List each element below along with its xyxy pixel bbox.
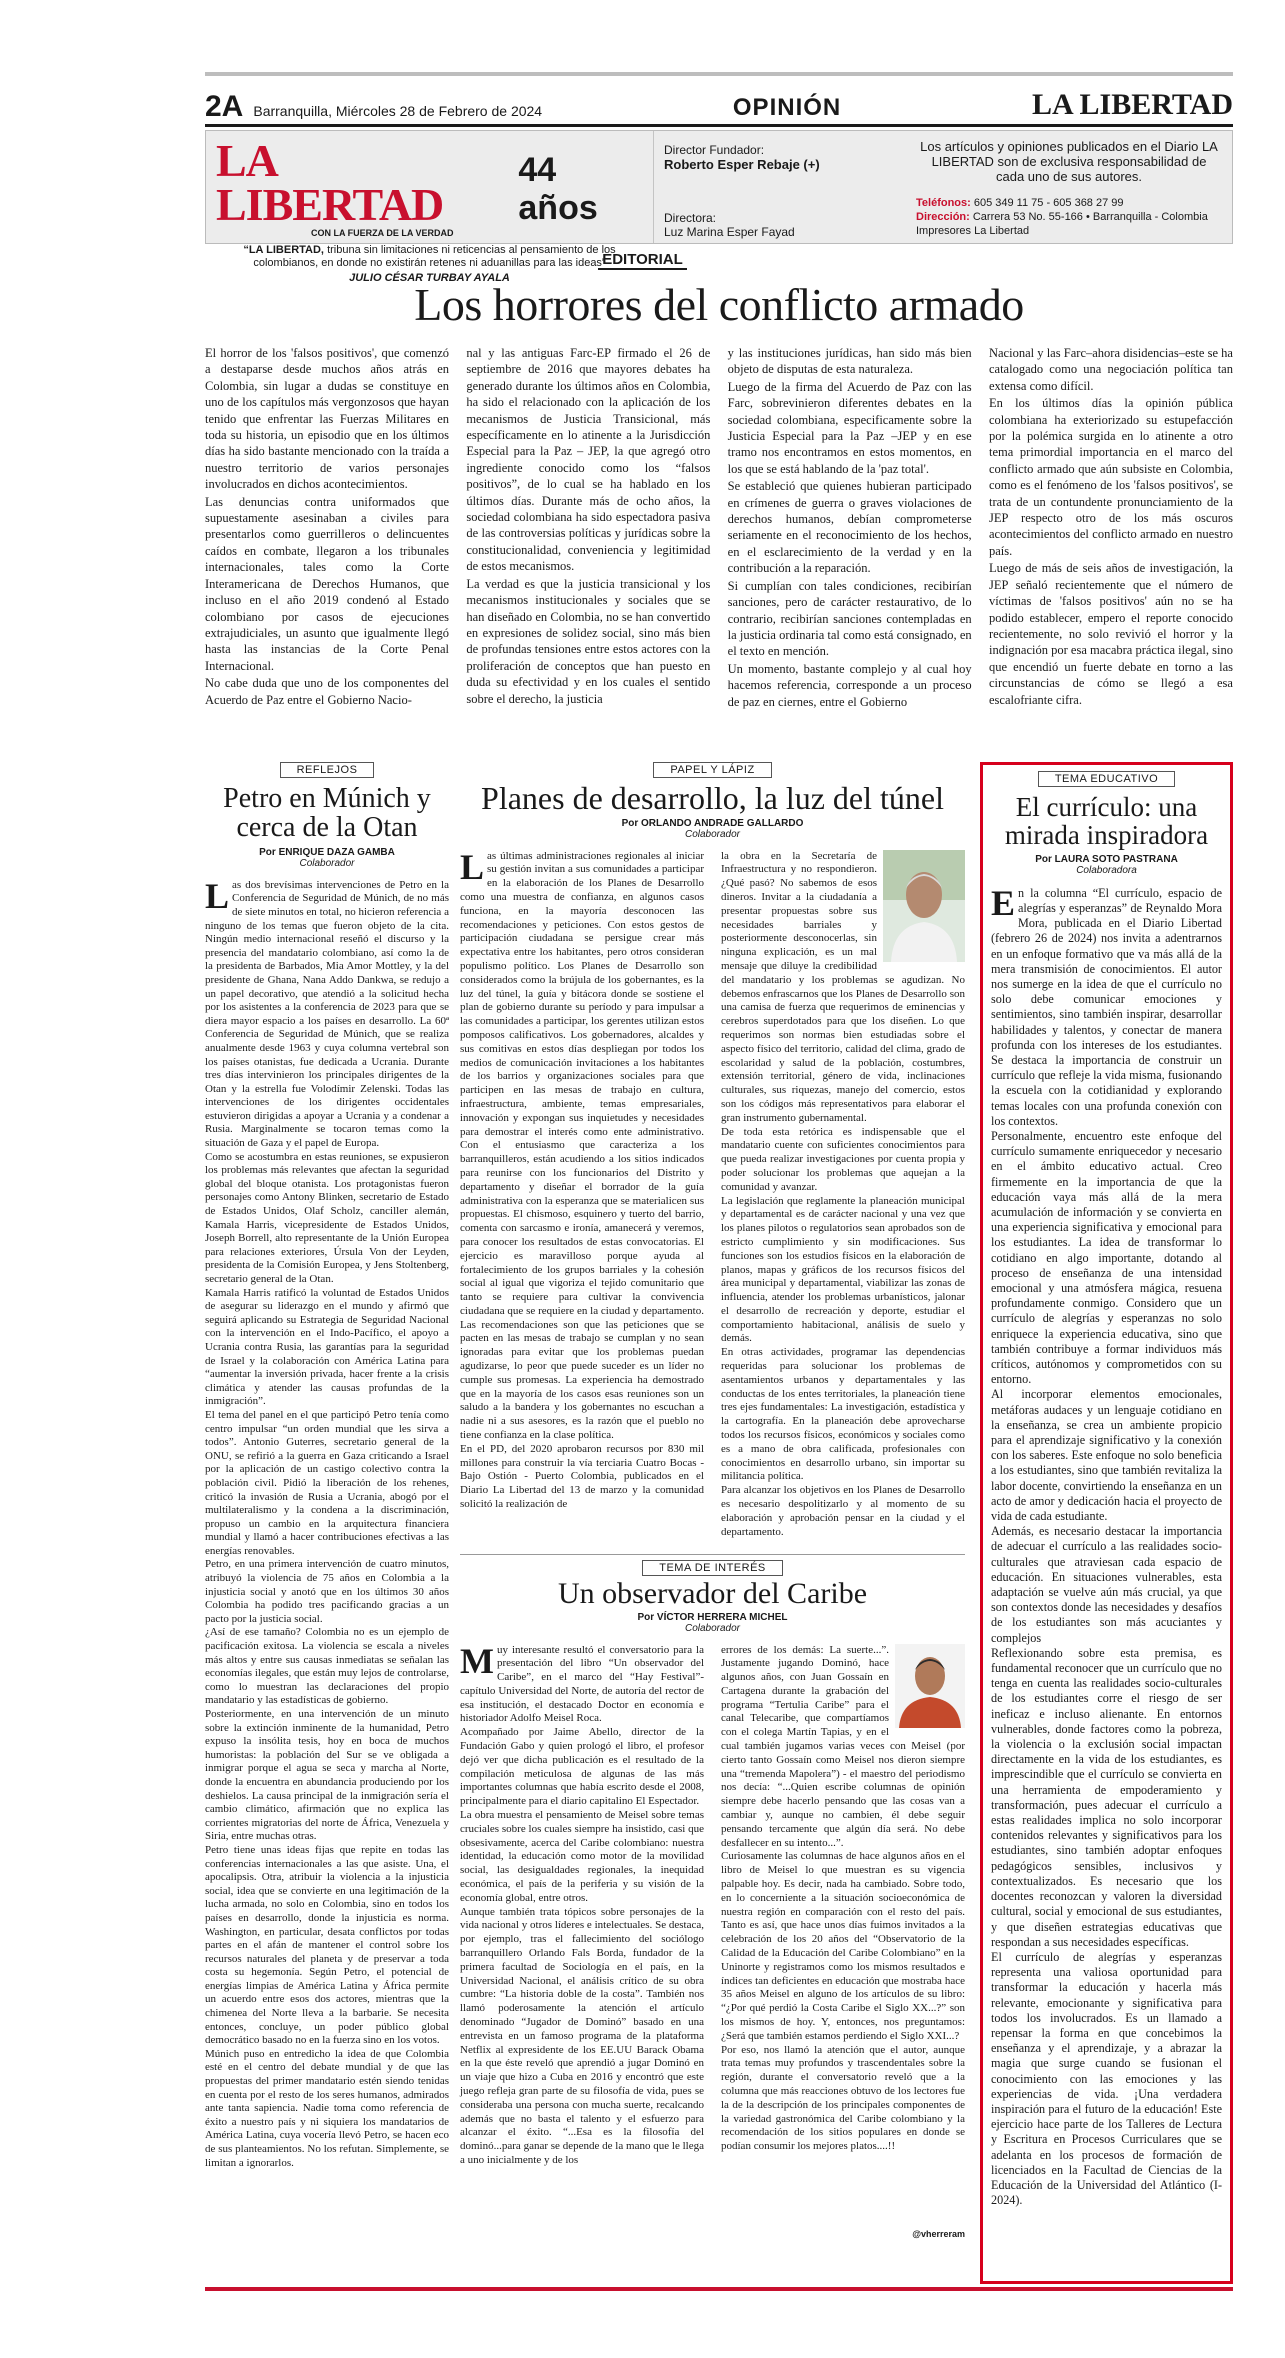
address-line — [916, 210, 1222, 224]
educativo-role: Colaboradora — [1076, 864, 1137, 876]
footer-rule — [205, 2287, 1233, 2291]
educativo-paragraph: Reflexionando sobre esta premisa, es fundamental reconocer que un currículo que no tenga en cuenta las realidades socio-culturales de los estudiantes corre el riesgo de ser ineficaz e incluso alienante. En entornos vulnerables, donde factores como la pobreza, la violencia o la exclusión social impactan directamente en la vida de los estudiantes, es imprescindible que el currículo se convierta en una herramienta de empoderamiento y transformación, pues adecuar el currículo a estas realidades implica no solo incorporar contenidos relevantes y significativos para los estudiantes, sino también adoptar enfoques pedagógicos sensibles, inclusivos y contextualizados. Es necesario que los docentes reconozcan y valoren la diversidad cultural, social y emocional de sus estudiantes, y que diseñen estrategias educativas que respondan a sus necesidades específicas. — [991, 1645, 1222, 1949]
founder-name: Roberto Esper Rebaje (+) — [664, 157, 820, 172]
interes-paragraph: Acompañado por Jaime Abello, director de la Fundación Gabo y quien prologó el libro, el profesor dejó ver que dicha publicación es el resultado de la compilación meticulosa de algunas de las más importantes columnas que había escrito desde el 2008, principalmente para el diario capitalino El Espectador. — [460, 1726, 704, 1808]
address-label: Dirección: — [916, 211, 970, 223]
address: Carrera 53 No. 55-166 • Barranquilla - Colombia — [972, 211, 1208, 223]
section-divider — [460, 1554, 965, 1555]
interes-paragraph: Por eso, nos llamó la atención que el autor, aunque trata temas muy profundos y trascendentales sobre la región, durante el conversatorio reveló que a la columna que más reacciones obtuvo de los lectores fue la de la descripción de los principales componentes de la variedad gastronómica del Caribe colombiano y la recomendación de los sitios populares en donde se podían consumir los mejores platos....!! — [721, 2043, 965, 2153]
printer: Impresores La Libertad — [916, 225, 1030, 237]
editorial-paragraph: La verdad es que la justicia transicional y los mecanismos institucionales y sociales que se han diseñado en Colombia, no se han convertido en expresiones de solidez social, sino más bien de profundas tensiones entre estos actores con la proliferación de conceptos que han puesto en duda su efectividad y en los cuales el sentido sobre el derecho, la justicia — [466, 576, 711, 706]
newspaper-name: LA LIBERTAD — [1032, 88, 1233, 121]
reflejos-paragraph: Petro, en una primera intervención de cuatro minutos, atribuyó la violencia de 75 años en Colombia a la injusticia social y anotó que en los últimos 30 años Colombia ha podido tres pacificando gracias a un pacto por la justicia social. — [205, 1558, 449, 1625]
papel-label-text: PAPEL Y LÁPIZ — [653, 762, 771, 778]
interes-paragraph: Muy interesante resultó el conversatorio para la presentación del libro “Un observador del Caribe”, en el marco del “Hay Festival”- capítulo Universidad del Norte, de autoría del rector de esa institución, el destacado Doctor en economía e historiador Adolfo Meisel Roca. — [460, 1640, 704, 1725]
editorial-paragraph: Si cumplían con tales condiciones, recibirían sanciones, pero de carácter restaurativo, de lo contrario, recibirían sanciones contempladas en la justicia ordinaria tal como está consignado, en el texto en mención. — [727, 578, 972, 659]
editorial-paragraph: y las instituciones jurídicas, han sido más bien objeto de disputas de esta naturaleza. — [727, 346, 972, 377]
educativo-body — [991, 882, 1222, 2271]
educativo-paragraph: En la columna “El currículo, espacio de alegrías y esperanzas” de Reynaldo Mora Mora, publicada en el Diario Libertad (febrero 26 de 2024) nos invita a adentrarnos en un enfoque formativo que va más allá de la mera transmisión de conocimientos. El autor nos sumerge en la idea de que el currículo no solo debe comunicar emociones y sentimientos, sino también inspirar, desarrollar habilidades y talentos, y conectar de manera profunda con los intereses de los estudiantes. Se destaca la importancia de construir un currículo que refleje la vida misma, fusionando la escuela con la cotidianidad y explorando temas locales con una profunda conexión con los contextos. — [991, 882, 1222, 1128]
papel-paragraph: La legislación que reglamente la planeación municipal y departamental es de carácter nacional y una vez que los planes pilotos o regulatorios sean aprobados son de estricto cumplimiento y sin modificaciones. Sus funciones son los estudios físicos en la elaboración de planos, mapas y gráficos de los recursos físicos del área municipal y departamental, viabilizar las zonas de influencia, atender los problemas urbanísticos, jalonar el desarrollo de recreación y deporte, estudiar el comportamiento habitacional, análisis de suelo y demás. — [721, 1194, 965, 1345]
reflejos-paragraph: Las dos brevísimas intervenciones de Petro en la Conferencia de Seguridad de Múnich, de no más de siete minutos en total, no hicieron referencia a ninguno de los temas que fueron objeto de la cita. Ningún medio internacional reseñó el discurso y la presencia del mandatario colombiano, así como la de la presidenta de Barbados, Mia Amor Mottley, y la del presidente de Ghana, Nana Addo Dankwa, se redujo a un papel decorativo, que atendió a la solicitud hecha por los asistentes a la conferencia de 2023 para que se diera mayor espacio a los países en desarrollo. La 60ª Conferencia de Seguridad de Múnich, que se realiza anualmente desde 1963 y cuya columna vertebral son los países otanistas, fue dedicada a Ucrania. Durante tres días intervinieron los principales dirigentes de la Otan y la estrella fue Volodímir Zelenski. Todas las intervenciones de los dirigentes occidentales estuvieron dirigidas a apoyar a Ucrania y a condenar a Rusia. Marginalmente se tocaron temas como la situación de Gaza y el papel de Europa. — [205, 875, 449, 1150]
editorial-paragraph: Nacional y las Farc–ahora disidencias–este se ha catalogado como una negociación política tan extensa como difícil. — [988, 346, 1233, 393]
interes-article — [460, 1556, 965, 2284]
editorial-column-1 — [205, 345, 449, 760]
papel-column-2 — [721, 849, 965, 1538]
quote-author: JULIO CÉSAR TURBAY AYALA — [349, 272, 510, 284]
phones: 605 349 11 75 - 605 368 27 99 — [973, 197, 1124, 209]
papel-label — [460, 762, 965, 778]
interes-role: Colaborador — [684, 1622, 741, 1634]
interes-paragraph: Curiosamente las columnas de hace algunos años en el libro de Meisel lo que muestran es su vigencia palpable hoy. Es decir, nada ha cambiado. Sobre todo, en lo concerniente a la situación socioeconómica de nuestra región en comparación con el resto del país. Tanto es así, que hace unos días fuimos invitados a la celebración de los 20 años del “Observatorio de la Calidad de la Educación del Caribe Colombiano” en la Uninorte y registramos como los mismos resultados e índices tan deficientes en educación que mostraba hace 35 años Meisel en alguno de los artículos de su libro: “¿Por qué perdió la Costa Caribe el Siglo XX...?” son los mismos de hoy. Y, entonces, nos preguntamos: ¿Será que también estamos perdiendo el Siglo XXI...? — [721, 1850, 965, 2042]
educativo-title: El currículo: una mirada inspiradora — [1004, 792, 1209, 851]
reflejos-role: Colaborador — [299, 857, 355, 869]
author-signature: @vherreram — [912, 2228, 965, 2239]
educativo-byline: Por LAURA SOTO PASTRANA — [1035, 853, 1178, 865]
papel-paragraph: De toda esta retórica es indispensable que el mandatario cuente con suficientes conocimientos para que pueda realizar investigaciones por cuenta propia y poder solucionar los problemas que aquejan a la comunidad y avanzar. — [721, 1125, 965, 1193]
header-rule — [205, 124, 1233, 127]
interes-columns — [460, 1640, 965, 2229]
papel-article — [460, 762, 965, 1547]
editorial-label — [0, 251, 1285, 269]
papel-paragraph: Las últimas administraciones regionales al iniciar su gestión invitan a sus comunidades a participar en la elaboración de los Planes de Desarrollo como una muestra de confianza, en algunos casos funciona, en la mayoría desconocen las recomendaciones y peticiones. Con estos gestos de participación ciudadana se persigue crear más expectativa entre los habitantes, pero otros consideran populismo político. Los Planes de Desarrollo son considerados como la brújula de los gobernantes, es la luz del túnel, la guía y bitácora donde se sostiene el plan de gobierno durante su período y para impulsar a las comunidades a participar, los gerentes utilizan estos pomposos calificativos. Los gobernadores, alcaldes y sus comitivas en estos días despliegan por todos los medios de comunicación invitaciones a los habitantes de los barrios y organizaciones sociales para que participen en las mesas de trabajo en cultura, infraestructura, ambiente, temas empresariales, innovación y expongan sus inquietudes y necesidades para demostrar el interés como ente administrativo. Con el entusiasmo que caracteriza a los barranquilleros, están acudiendo a los sitios indicados para reunirse con los funcionarios del Distrito y departamento y diseñar el borrador de la guía administrativa con la esperanza que se materialicen sus propuestas. El chismoso, esquinero y tuerto del barrio, comenta con sarcasmo e ironía, amanecerá y veremos, para conocer los resultados de estas convocatorias. El ejercicio es maravilloso porque ayuda al fortalecimiento de los grupos barriales y la cohesión social al igual que vigoriza el tejido comunitario que tanto se requiere para cultivar la convivencia ciudadana que se requiere en la ciudad y departamento. Las recomendaciones son que las peticiones que se pacten en las mesas de trabajo se cumplan y no sean ignoradas para evitar que los problemas puedan agudizarse, lo peor que puede suceder es un líder no cumple sus promesas. La experiencia ha demostrado que en la mayoría de los casos esas reuniones son un saludo a la bandera y los gobernantes no escuchan a nadie ni a sus asesores, es la razón que el pueblo no tiene confianza en la clase política. — [460, 846, 704, 1442]
editorial-paragraph: Luego de más de seis años de investigación, la JEP señaló recientemente que el número de víctimas de 'falsos positivos' aún no se ha podido establecer, empero el reporte conocido recientemente, no solo revivió el horror y la indignación por esa macabra práctica ilegal, sino que encendió un fuerte debate en torno a las circunstancias de cómo se llegó a esa escalofriante cifra. — [988, 561, 1233, 707]
editorial-paragraph: Las denuncias contra uniformados que supuestamente asesinaban a civiles para presentarlos como guerrilleros o delincuentes caídos en combate, llegaron a los tribunales internacionales, tales como la Corte Interamericana de Derechos Humanos, que incluso en el año 2019 condenó al Estado colombiano por casos de ejecuciones extrajudiciales, un asunto que igualmente llegó hasta las instancias de la Corte Penal Internacional. — [205, 494, 449, 673]
page-date: Barranquilla, Miércoles 28 de Febrero de 2024 — [253, 103, 543, 119]
reflejos-title: Petro en Múnich y cerca de la Otan — [223, 783, 431, 844]
director-label: Directora: — [664, 211, 717, 225]
quote-lead: “LA LIBERTAD, — [243, 244, 324, 256]
top-rule — [205, 72, 1233, 76]
educativo-label — [991, 771, 1222, 787]
reflejos-paragraph: Petro tiene unas ideas fijas que repite en todas las conferencias internacionales a las que asiste. Una, el apocalipsis. Otra, atribuir la violencia a la injusticia social, idea que se convierte en una legitimación de la lucha armada, no solo en Colombia, sino en todos los países en desarrollo, donde la injusticia es norma. Washington, en particular, desata conflictos por todas partes en el afán de mantener el control sobre los recursos naturales del planeta y de preservar a toda costa su hegemonía. Según Petro, el potencial de energías limpias de América Latina y África permite un acuerdo entre esos dos actores, mientras que la chimenea del Norte lleva a la barbarie. Se necesita entonces, concluye, un poder público global democrático basado no en la fuerza sino en los votos. — [205, 1843, 449, 2047]
editorial-paragraph: Se estableció que quienes hubieran participado en crímenes de guerra o graves violaciones de derechos humanos, debían comprometerse seriamente en el reconocimiento de los hechos, en el esclarecimiento de la verdad y en la contribución a la reparación. — [727, 479, 972, 576]
page-header — [205, 84, 1233, 122]
reflejos-paragraph: Kamala Harris ratificó la voluntad de Estados Unidos de asegurar su liderazgo en el mundo y afirmó que seguirá aplicando su Estrategia de Seguridad Nacional con la intervención en el Indo-Pacífico, el apoyo a Ucrania contra Rusia, las garantías para la seguridad de Israel y la colaboración con América Latina para “aumentar la inversión privada, hacer frente a la crisis climática y atender las causas profundas de la inmigración”. — [205, 1286, 449, 1408]
educativo-paragraph: Personalmente, encuentro este enfoque del currículo sumamente enriquecedor y necesario en el ámbito educativo actual. Creo firmemente en la importancia de que la educación vaya más allá de la mera acumulación de información y se convierta en una experiencia significativa y emocional para los estudiantes. La idea de transformar lo cotidiano en algo importante, dotando al proceso de enseñanza de una intensidad emocional y una atmósfera mágica, resuena profundamente conmigo. Considero que un currículo de alegrías y esperanzas no solo enriquece la experiencia educativa, sino que también contribuye a formar individuos más críticos, autónomos y comprometidos con su entorno. — [991, 1128, 1222, 1387]
reflejos-paragraph: Múnich puso en entredicho la idea de que Colombia esté en el centro del debate mundial y de que las propuestas del primer mandatario estén siendo tenidas en cuenta por el resto de los seres humanos, admirados ante tanta sapiencia. Nadie toma como referencia de éxito a nuestro país y ni siquiera los mandatarios de América Latina, cuya vocería llevó Petro, se hacen eco de sus planteamientos. No los refutan. Simplemente, se limitan a ignorarlos. — [205, 2047, 449, 2169]
reflejos-paragraph: Como se acostumbra en estas reuniones, se expusieron los problemas más relevantes que afectan la seguridad global del bloque otanista. Los protagonistas fueron personajes como Antony Blinken, secretario de Estado de Estados Unidos, Olaf Scholz, canciller alemán, Kamala Harris, vicepresidente de Estados Unidos, Joseph Borrell, alto representante de la Unión Europea para relaciones exteriores, Úrsula Von der Leyden, presidenta de la Comisión Europea, y Jens Stoltenberg, secretario general de la Otan. — [205, 1150, 449, 1285]
page-number: 2A — [205, 90, 244, 123]
editorial-column-4 — [989, 345, 1233, 760]
editorial-label-text: EDITORIAL — [598, 251, 687, 270]
papel-columns — [460, 846, 965, 1538]
reflejos-paragraph: Posteriormente, en una intervención de un minuto sobre la extinción inminente de la humanidad, Petro expuso la insólita tesis, hoy en boca de muchos humoristas: la población del Sur se ve obligada a inmigrar porque el agua se seca y marcha al Norte, donde la encuentra en abundancia produciendo por los deshielos. La causa principal de la inmigración sería el cambio climático, afirmación que no explica las corrientes migratorias del norte de África, Venezuela y Siria, entre muchas otras. — [205, 1708, 449, 1843]
interes-column-1 — [460, 1640, 704, 2229]
educativo-label-text: TEMA EDUCATIVO — [1038, 771, 1175, 787]
papel-title: Planes de desarrollo, la luz del túnel — [481, 780, 944, 816]
interes-byline: Por VÍCTOR HERRERA MICHEL — [637, 1611, 788, 1623]
editorial-paragraph: El horror de los 'falsos positivos', que comenzó a destaparse desde muchos años atrás en Colombia, sin lugar a dudas se constituye en uno de los capítulos más vergonzosos que hayan tenido que enfrentar las Fuerzas Militares en toda su historia, un episodio que en los últimos días ha sido bastante mencionado con la traída a nuestro territorio de varios personajes involucrados en dichos acontecimientos. — [205, 346, 449, 492]
newspaper-logo: LA LIBERTAD — [216, 135, 444, 230]
papel-column-1 — [460, 846, 704, 1530]
interes-title: Un observador del Caribe — [557, 1577, 868, 1610]
editorial-column-3 — [728, 345, 972, 760]
founder-label: Director Fundador: — [664, 143, 765, 157]
contact-info — [916, 196, 1222, 238]
banner-contact — [906, 131, 1232, 243]
editorial-paragraph: En los últimos días la opinión pública colombiana ha exteriorizado su estupefacción por la polémica surgida en lo atinente a otro tema primordial importancia en el marco del conflicto armado que aún subsiste en Colombia, como es el fenómeno de los 'falsos positivos', se trata de un contundente pronunciamiento de la JEP respecto otro de los más oscuros acontecimientos del conflicto armado en nuestro país. — [988, 396, 1233, 558]
interes-label — [460, 1560, 965, 1576]
interes-paragraph: errores de los demás: La suerte...”. Justamente jugando Dominó, hace algunos años, con Juan Gossaín en Cartagena durante la grabación del programa “Tertulia Caribe” para el canal Telecaribe, que compartíamos con el colega Martín Tapias, y en el cual también jugamos varias veces con Meisel (por cierto tanto Gossaín como Meisel nos dieron siempre una “tremenda Mapolera”) - el maestro del periodismo nos decía: “...Quien escribe columnas de opinión siempre debe hacerlo pensando que las cosas van a cambiar y, aunque no cambien, él debe seguir pensando tercamente que algún día será. No debe desfallecer en su intento...”. — [721, 1643, 965, 1849]
papel-paragraph: En otras actividades, programar las dependencias requeridas para solucionar los problemas de asentamientos urbanos y departamentales y las conductas de los entes territoriales, la planeación tiene tres ejes fundamentales: La investigación, estadística y la cartografía. En la planeación debe aprovecharse todos los recursos físicos, económicos y sociales como es a mano de obra calificada, profesionales con conocimientos en desarrollo urbano, sin importar su militancia política. — [721, 1346, 965, 1483]
interes-paragraph: Aunque también trata tópicos sobre personajes de la vida nacional y otros líderes e intelectuales. Se destaca, por ejemplo, tras el fallecimiento del sociólogo barranquillero Orlando Fals Borda, fundador de la primera facultad de Sociología en el país, en la Universidad Nacional, el análisis crítico de su obra cumbre: “La historia doble de la costa”. También nos llamó poderosamente la atención el artículo denominado “Jugador de Dominó” basado en una entrevista en un famoso programa de la plataforma Netflix al expresidente de los EE.UU Barack Obama en la que éste reveló que aprendió a jugar Dominó en un viaje que hizo a Cuba en 2016 y encontró que este juego refleja gran parte de su filosofía de vida, pues se consideraba una persona con mucha suerte, recalcando además que no basta el talento y el esfuerzo para alcanzar el éxito. “...Esa es la filosofía del dominó...para ganar se depende de la mano que le llega a uno inicialmente y de los — [460, 1905, 704, 2166]
editorial-paragraph: No cabe duda que uno de los componentes del Acuerdo de Paz entre el Gobierno Nacio- — [205, 676, 449, 707]
educativo-paragraph: Al incorporar elementos emocionales, metáforas audaces y un lenguaje cotidiano en la enseñanza, se crea un ambiente propicio para el aprendizaje significativo y la conexión con los saberes. Este enfoque no solo beneficia a los estudiantes, sino que también revitaliza la labor docente, convirtiendo la enseñanza en un acto de amor y dedicación hacia el proyecto de vida de cada estudiante. — [991, 1387, 1222, 1524]
reflejos-paragraph: El tema del panel en el que participó Petro tenía como centro impulsar “un orden mundial que les sirva a todos”. Antonio Guterres, secretario general de la ONU, se refirió a la guerra en Gaza criticando a Israel por la aplicación de un castigo colectivo contra la población civil. Pidió la liberación de los rehenes, criticó la invasión de Rusia a Ucrania, abogó por el multilateralismo y la condena a la discriminación, propuso un cambio en la arquitectura financiera mundial y llamó a hacer contribuciones efectivas a las energías renovables. — [205, 1408, 449, 1557]
editorial-paragraph: nal y las antiguas Farc-EP firmado el 26 de septiembre de 2016 que mayores debates ha generado durante los últimos años en Colombia, ha sido el relacionado con la aplicación de los mecanismos de Justicia Transicional, más específicamente en lo atinente a la Jurisdicción Especial para la Paz – JEP, la que agregó otro ingrediente conocido como los “falsos positivos”, de lo cual se ha hablado en los últimos días. Durante más de ocho años, la sociedad colombiana ha sido espectadora pasiva de las controversias políticas y jurídicas sobre la constitucionalidad, conveniencia y legitimidad de estos mecanismos. — [466, 346, 711, 574]
interes-column-2 — [721, 1644, 965, 2229]
editorial-paragraph: Un momento, bastante complejo y al cual hoy hacemos referencia, corresponde a un proceso de paz en ciernes, entre el Gobierno — [727, 661, 972, 709]
anniversary-years: 44 años — [518, 151, 598, 227]
reflejos-paragraph: ¿Así de ese tamaño? Colombia no es un ejemplo de pacificación exitosa. La violencia se escala a niveles más altos y entre sus causas inmediatas se señalan las economías ilegales, que están muy lejos de controlarse, como lo muestran las declaraciones del propio mandatario y las estadísticas de gobierno. — [205, 1626, 449, 1707]
phones-label: Teléfonos: — [916, 197, 971, 209]
educativo-paragraph: El currículo de alegrías y esperanzas representa una valiosa oportunidad para transformar la educación y hacerla más relevante, emocionante y significativa para todos los involucrados. Es un llamado a repensar la forma en que concebimos la enseñanza y el aprendizaje, y a abrazar la magia que surge cuando se fusionan el conocimiento con las emociones y las experiencias de vida. ¡Una verdadera inspiración para el futuro de la educación! Este ejercicio hace parte de los Talleres de Lectura y Escritura en Procesos Curriculares que se adelanta en los procesos de formación de licenciados en la Facultad de Ciencias de la Educación de la Universidad del Atlántico (I-2024). — [991, 1949, 1222, 2208]
educativo-paragraph: Además, es necesario destacar la importancia de adecuar el currículo a las realidades socio-culturales que atraviesan cada espacio de educación. En situaciones vulnerables, esta adaptación se vuelve aún más crucial, ya que son contextos donde las necesidades y desafíos de los estudiantes son más acuciantes y complejos — [991, 1524, 1222, 1645]
logo-row — [216, 135, 643, 230]
director-block — [664, 211, 795, 239]
reflejos-byline: Por ENRIQUE DAZA GAMBA — [259, 846, 395, 858]
papel-role: Colaborador — [684, 828, 741, 840]
educativo-article — [980, 762, 1233, 2284]
editorial-body — [205, 345, 1233, 760]
page-info — [205, 92, 542, 122]
section-title: OPINIÓN — [732, 94, 842, 121]
editorial-column-2 — [466, 345, 710, 760]
director-name: Luz Marina Esper Fayad — [664, 225, 795, 239]
disclaimer: Los artículos y opiniones publicados en el Diario LA LIBERTAD son de exclusiva responsabilidad de cada uno de sus autores. — [920, 139, 1218, 184]
author-portrait-icon — [895, 1644, 965, 1728]
author-portrait-icon — [883, 850, 965, 962]
logo-tagline: CON LA FUERZA DE LA VERDAD — [311, 228, 454, 238]
quote-text: tribuna sin limitaciones ni reticencias al pensamiento de los colombianos, en donde no existirán retenes ni aduanillas para las ideas” — [253, 244, 616, 269]
papel-byline: Por ORLANDO ANDRADE GALLARDO — [621, 817, 804, 829]
interes-label-text: TEMA DE INTERÉS — [642, 1560, 783, 1576]
reflejos-label-text: REFLEJOS — [280, 762, 375, 778]
reflejos-label — [205, 762, 449, 778]
papel-paragraph: la obra en la Secretaría de Infraestructura y no respondieron. ¿Qué pasó? No sabemos de esos dineros. Invitar a la ciudadanía a presentar propuestas sobre sus necesidades barriales y posteriormente desconocerlas, sin ninguna explicación, es un mal mensaje que diluye la credibilidad del mandatario y los problemas se agudizan. No debemos enfrascarnos que los Planes de Desarrollo son una camisa de fuerza que requerimos de eminencias y cerebros superdotados para que los diseñen. Lo que requerimos son normas bien estudiadas sobre el aspecto físico del territorio, calidad del clima, grado de escolaridad y salud de la población, costumbres, extensión territorial, género de vida, inclinaciones culturales, sus riquezas, manejo del comercio, estos son los códigos más representativos para elaborar el gran instrumento gubernamental. — [721, 849, 965, 1124]
reflejos-body — [205, 875, 449, 2279]
reflejos-article — [205, 762, 449, 2282]
papel-paragraph: En el PD, del 2020 aprobaron recursos por 830 mil millones para construir la vía terciaria Cuatro Bocas - Bajo Ostión - Puerto Colombia, publicados en el Diario La Libertad del 13 de marzo y la comunidad solicitó la realización de — [460, 1442, 704, 1511]
papel-paragraph: Para alcanzar los objetivos en los Planes de Desarrollo es necesario despolitizarlo y al momento de su elaboración y aprobación pensar en la ciudad y el departamento. — [721, 1484, 965, 1538]
phones-line — [916, 196, 1222, 210]
banner-directors — [654, 131, 906, 243]
editorial-paragraph: Luego de la firma del Acuerdo de Paz con las Farc, sobrevinieron diferentes debates en la sociedad colombiana, especificamente sobre la Justicia Especial para la Paz –JEP y en ese tramo nos encontramos en estos momentos, en los que se está hablando de la 'paz total'. — [727, 379, 972, 476]
editorial-headline: Los horrores del conflicto armado — [414, 279, 1024, 330]
interes-paragraph: La obra muestra el pensamiento de Meisel sobre temas cruciales sobre los cuales siempre ha insistido, casi que obsesivamente, acerca del Caribe colombiano: nuestra identidad, la educación como motor de la movilidad social, las desigualdades regionales, la inequidad económica, el país de la periferia y su visión de la economía global, entre otros. — [460, 1809, 704, 1904]
